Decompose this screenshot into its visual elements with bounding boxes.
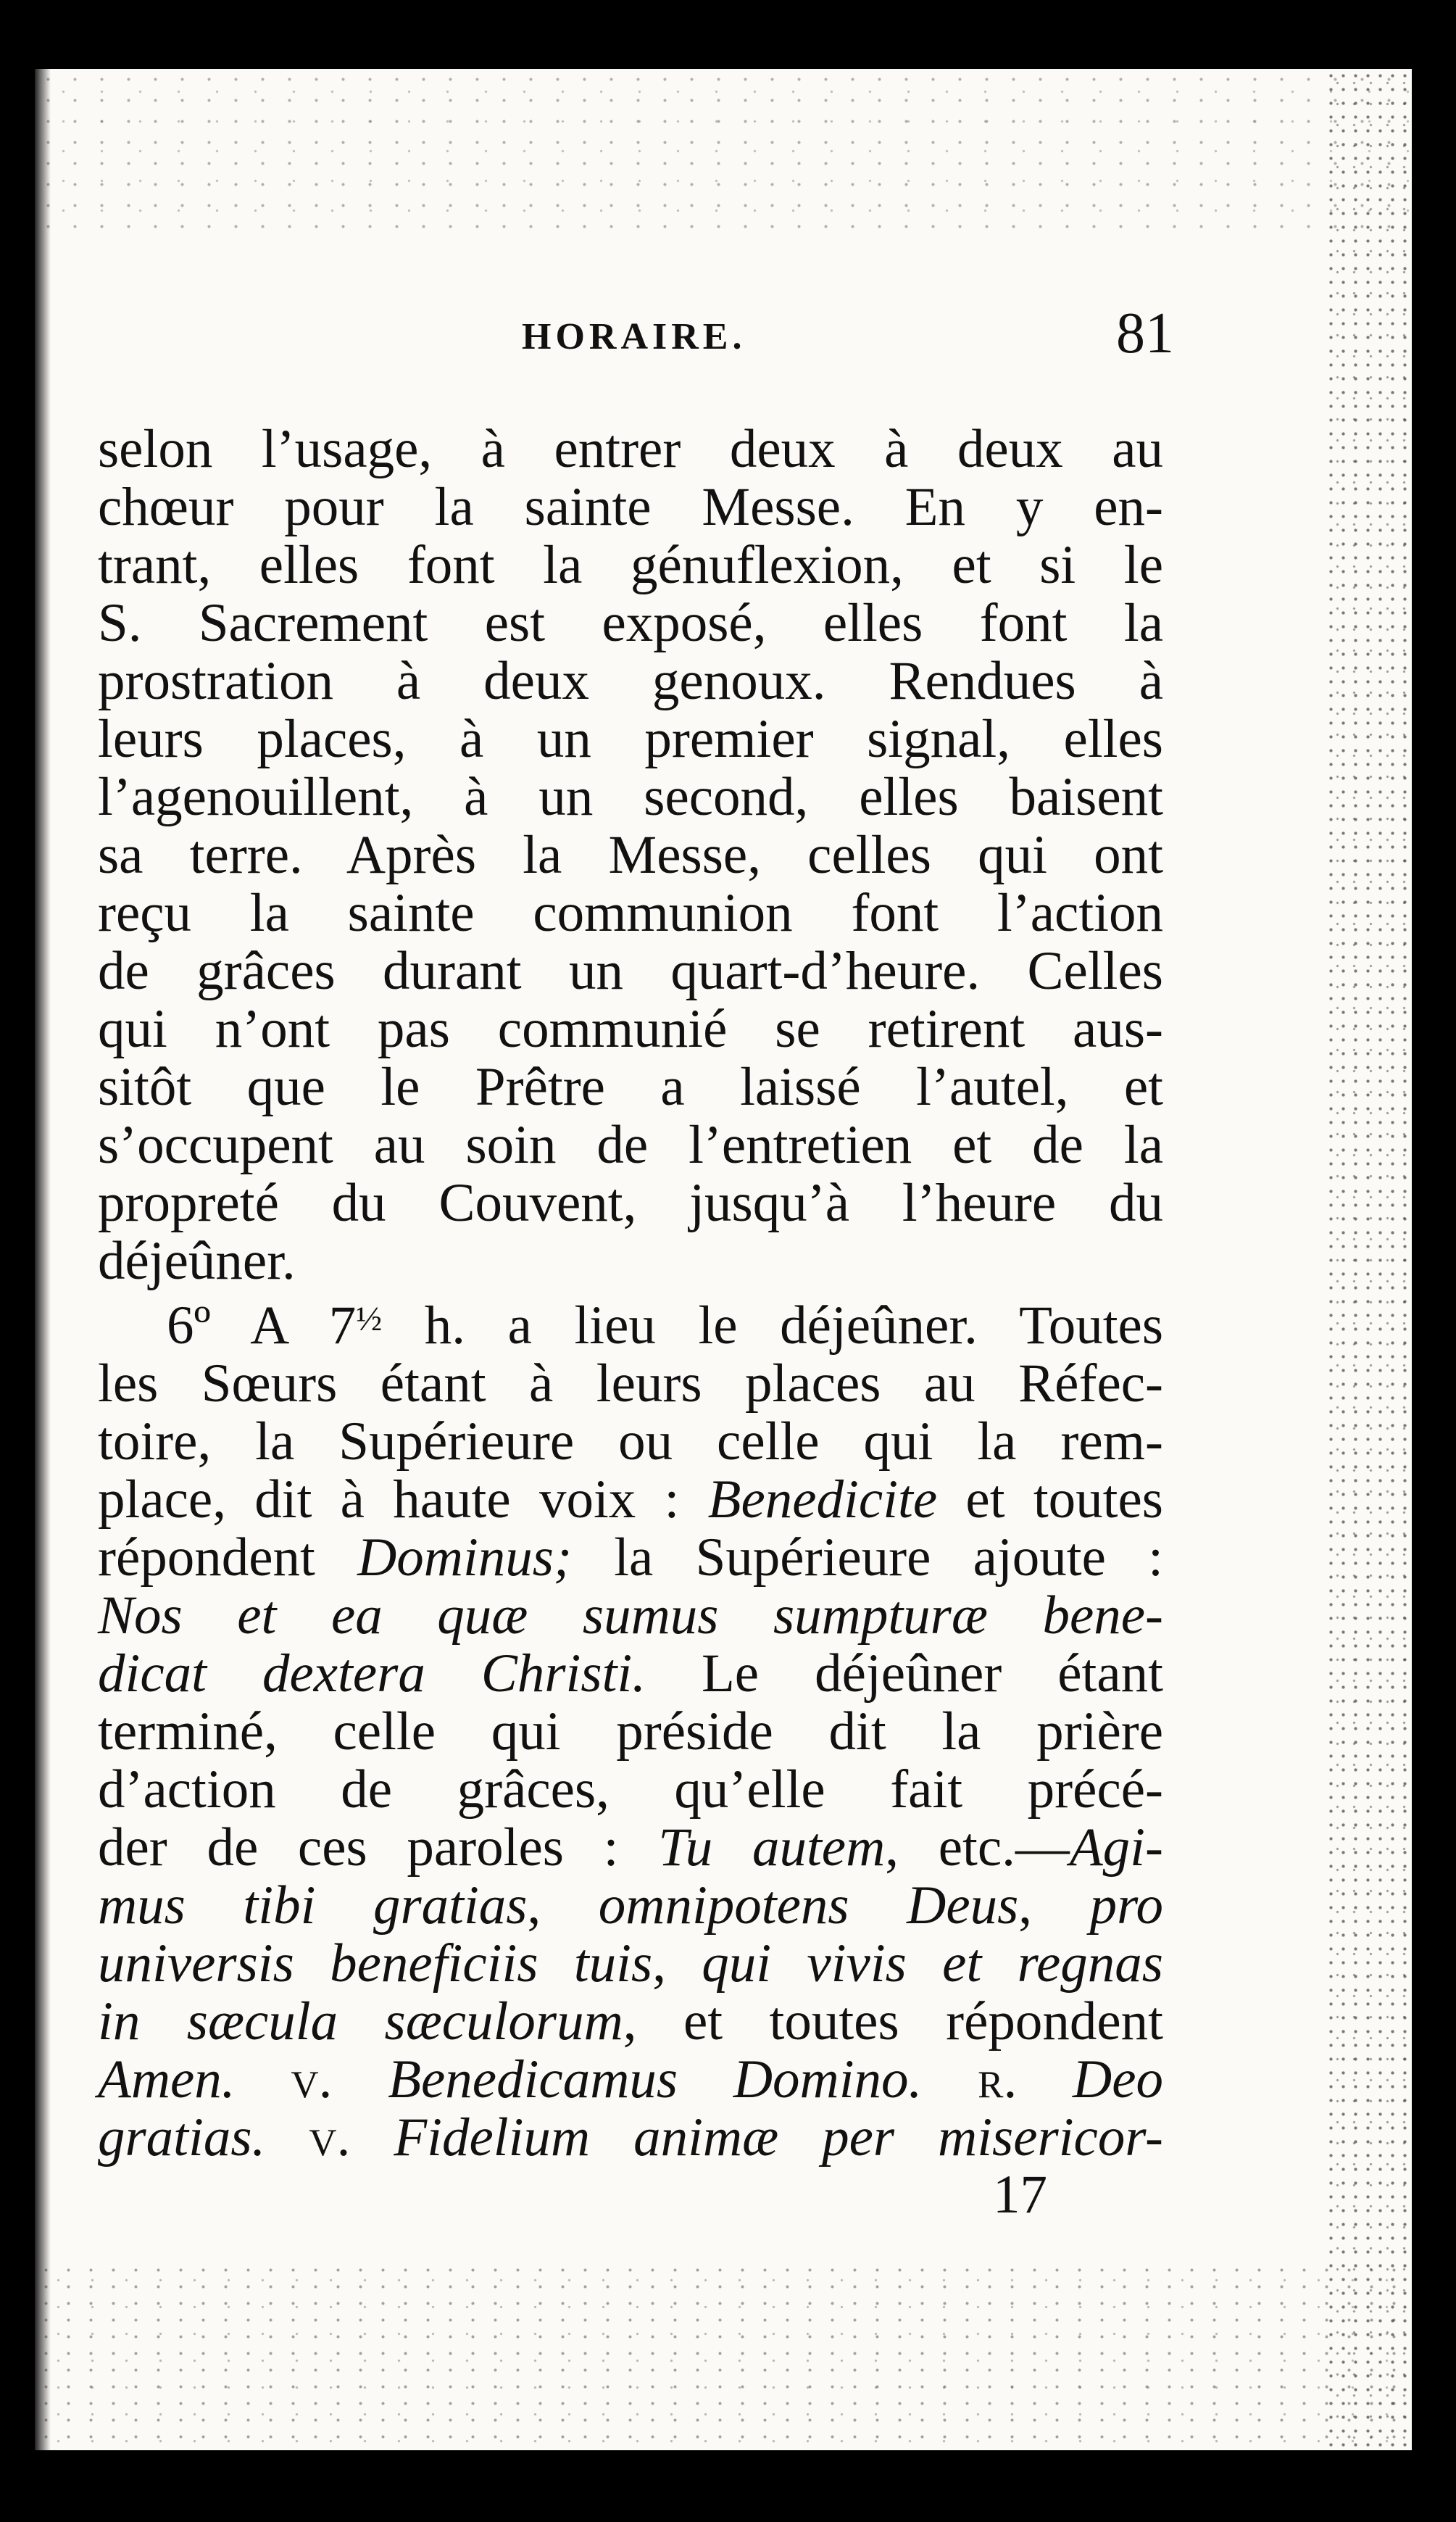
latin-text: in sæcula sæculorum (98, 1991, 623, 2052)
text-line (98, 1877, 1163, 1935)
text-run: , (652, 1933, 702, 1994)
text-line: l’agenouillent, à un second, elles baisent (98, 767, 1163, 827)
text-line (98, 1819, 1163, 1877)
text-line: d’action de grâces, qu’elle fait précé- (98, 1759, 1163, 1820)
text-line (98, 1645, 1163, 1703)
text-line (98, 2109, 1163, 2167)
latin-text: Fidelium animæ per misericor- (394, 2107, 1163, 2168)
text-line (98, 1935, 1163, 1993)
text-line: sa terre. Après la Messe, celles qui ont (98, 825, 1163, 885)
latin-text: Benedicamus Domino. (388, 2049, 923, 2110)
latin-text: gratias. (98, 2107, 266, 2168)
latin-text: Benedicite (707, 1469, 938, 1530)
top-speckle (35, 69, 1412, 236)
text-line (98, 1529, 1163, 1587)
text-line: S. Sacrement est exposé, elles font la (98, 593, 1163, 653)
text-line: de grâces durant un quart-d’heure. Celles (98, 941, 1163, 1001)
text-line: propreté du Couvent, jusqu’à l’heure du (98, 1173, 1163, 1233)
text-run: et toutes (937, 1469, 1163, 1530)
latin-text: Nos et ea quæ sumus sumpturæ bene- (98, 1585, 1163, 1646)
text-run: place, dit à haute voix : (98, 1469, 708, 1530)
latin-text: Agi- (1069, 1817, 1163, 1878)
latin-text: pro (1089, 1875, 1163, 1936)
right-edge-speckle (1325, 69, 1412, 2450)
text-line: les Sœurs étant à leurs places au Réfec- (98, 1353, 1163, 1414)
text-run: Le déjeûner étant (646, 1643, 1163, 1704)
latin-text: Amen. (98, 2049, 236, 2110)
text-run: , et toutes répondent (623, 1991, 1163, 2052)
text-run: h. a lieu le déjeûner. Toutes (382, 1295, 1164, 1356)
latin-text: Tu autem (658, 1817, 886, 1878)
response-mark: r. (922, 2049, 1073, 2110)
text-line (98, 2051, 1163, 2109)
latin-text: Dominus; (357, 1527, 572, 1588)
text-line: toire, la Supérieure ou celle qui la rem- (98, 1411, 1163, 1472)
text-line: trant, elles font la génuflexion, et si le (98, 535, 1163, 595)
text-run: répondent (98, 1527, 358, 1588)
text-line: reçu la sainte communion font l’action (98, 883, 1163, 943)
page-header (98, 294, 1174, 381)
latin-text: omnipotens Deus (598, 1875, 1019, 1936)
text-run: la Supérieure ajoute : (571, 1527, 1163, 1588)
text-run: 6º A 7 (167, 1295, 357, 1356)
latin-text: Deo (1073, 2049, 1163, 2110)
page-number: 81 (1116, 302, 1174, 365)
text-line (98, 1471, 1163, 1529)
left-edge-shadow (35, 69, 51, 2450)
text-line: terminé, celle qui préside dit la prière (98, 1701, 1163, 1762)
text-line: prostration à deux genoux. Rendues à (98, 651, 1163, 711)
text-run: , etc.— (885, 1817, 1070, 1878)
versicle-mark: v. (265, 2107, 394, 2168)
text-line: selon l’usage, à entrer deux à deux au (98, 419, 1163, 479)
latin-text: mus tibi gratias (98, 1875, 528, 1936)
text-line: chœur pour la sainte Messe. En y en- (98, 477, 1163, 537)
bottom-speckle (35, 2262, 1412, 2450)
text-line: leurs places, à un premier signal, elles (98, 709, 1163, 769)
text-run: der de ces paroles : (98, 1817, 659, 1878)
text-line: qui n’ont pas communié se retirent aus- (98, 999, 1163, 1059)
text-line: sitôt que le Prêtre a laissé l’autel, et (98, 1057, 1163, 1117)
text-run: , (1018, 1875, 1090, 1936)
paragraph-1 (98, 420, 1163, 1290)
text-line (98, 1290, 1163, 1355)
text-line: s’occupent au soin de l’entretien et de la (98, 1115, 1163, 1175)
text-line: déjeûner. (98, 1231, 296, 1291)
fraction: ½ (356, 1300, 383, 1338)
latin-text: qui vivis et regnas (702, 1933, 1163, 1994)
signature-mark: 17 (993, 2165, 1047, 2225)
text-run: , (527, 1875, 599, 1936)
latin-text: universis beneficiis tuis (98, 1933, 653, 1994)
text-line (98, 1587, 1163, 1645)
text-line (98, 1993, 1163, 2051)
running-head: HORAIRE. (522, 316, 746, 357)
versicle-mark: v. (235, 2049, 388, 2110)
body-text (98, 420, 1163, 2167)
paragraph-2 (98, 1290, 1163, 2167)
latin-text: dicat dextera Christi. (98, 1643, 646, 1704)
